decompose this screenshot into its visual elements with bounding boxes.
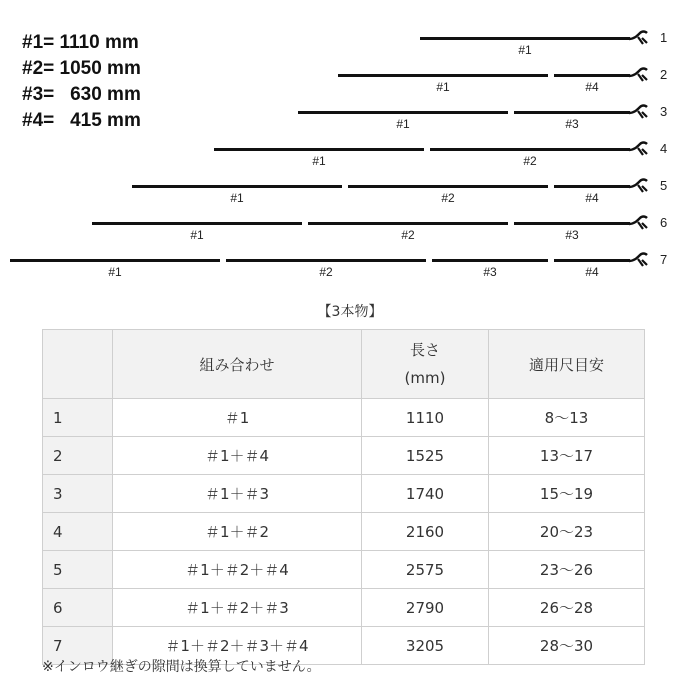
reel-tip-icon	[628, 178, 650, 194]
reel-tip-icon	[628, 67, 650, 83]
rod-number: 1	[660, 30, 668, 45]
row-combination: ＃1＋＃3	[113, 475, 362, 513]
rod-section-label: #1	[312, 154, 326, 168]
rod-row	[0, 30, 700, 60]
rod-section	[348, 185, 548, 188]
rod-section	[226, 259, 426, 262]
rod-number: 2	[660, 67, 668, 82]
table-row	[43, 399, 645, 437]
reel-tip-icon	[628, 215, 650, 231]
row-combination: ＃1＋＃2＋＃3＋＃4	[113, 627, 362, 665]
row-applicable-size: 15〜19	[489, 475, 645, 513]
rod-section	[514, 111, 630, 114]
row-applicable-size: 23〜26	[489, 551, 645, 589]
rod-row	[0, 252, 700, 282]
reel-tip-icon	[628, 141, 650, 157]
rod-section-label: #4	[585, 265, 599, 279]
header-combination: 組み合わせ	[113, 330, 362, 399]
footnote: ※インロウ継ぎの隙間は換算していません。	[42, 659, 321, 675]
row-length: 2160	[362, 513, 489, 551]
rod-section	[92, 222, 302, 225]
rod-section-label: #3	[565, 117, 579, 131]
row-num: 2	[43, 437, 113, 475]
rod-section	[308, 222, 508, 225]
header-length	[362, 330, 489, 399]
rod-section	[554, 74, 630, 77]
rod-section-label: #3	[483, 265, 497, 279]
rod-section	[430, 148, 630, 151]
header-num	[43, 330, 113, 399]
table-row	[43, 475, 645, 513]
row-length: 2575	[362, 551, 489, 589]
rod-row	[0, 215, 700, 245]
row-applicable-size: 20〜23	[489, 513, 645, 551]
row-num: 5	[43, 551, 113, 589]
combination-table	[42, 329, 645, 665]
table-header-row	[43, 330, 645, 399]
row-applicable-size: 13〜17	[489, 437, 645, 475]
rod-section	[338, 74, 548, 77]
rod-number: 5	[660, 178, 668, 193]
rod-row	[0, 178, 700, 208]
row-combination: ＃1	[113, 399, 362, 437]
rod-section-label: #2	[523, 154, 537, 168]
rod-row	[0, 141, 700, 171]
rod-number: 6	[660, 215, 668, 230]
rod-section	[10, 259, 220, 262]
rod-number: 3	[660, 104, 668, 119]
rod-section	[514, 222, 630, 225]
rod-section-label: #1	[518, 43, 532, 57]
legend-line: #4= 415 mm	[22, 110, 141, 131]
rod-section-label: #1	[436, 80, 450, 94]
table-row	[43, 589, 645, 627]
row-length: 1525	[362, 437, 489, 475]
legend-line: #3= 630 mm	[22, 84, 141, 105]
row-combination: ＃1＋＃2＋＃3	[113, 589, 362, 627]
rod-number: 7	[660, 252, 668, 267]
rod-row	[0, 67, 700, 97]
header-applicable-size: 適用尺目安	[489, 330, 645, 399]
header-length-unit: (mm)	[404, 369, 446, 387]
rod-section-label: #1	[108, 265, 122, 279]
rod-section-label: #2	[441, 191, 455, 205]
table-row	[43, 513, 645, 551]
reel-tip-icon	[628, 104, 650, 120]
row-length: 2790	[362, 589, 489, 627]
rod-row	[0, 104, 700, 134]
rod-section	[432, 259, 548, 262]
table-row	[43, 437, 645, 475]
row-length: 1740	[362, 475, 489, 513]
rod-section	[298, 111, 508, 114]
legend-line: #2= 1050 mm	[22, 58, 141, 79]
row-combination: ＃1＋＃2＋＃4	[113, 551, 362, 589]
header-length-label: 長さ	[409, 341, 440, 359]
table-caption: 【3本物】	[317, 304, 383, 320]
rod-section-label: #4	[585, 191, 599, 205]
row-num: 4	[43, 513, 113, 551]
rod-section-label: #2	[401, 228, 415, 242]
rod-section	[554, 185, 630, 188]
rod-section-label: #3	[565, 228, 579, 242]
rod-section	[132, 185, 342, 188]
row-num: 7	[43, 627, 113, 665]
row-num: 1	[43, 399, 113, 437]
row-applicable-size: 28〜30	[489, 627, 645, 665]
row-applicable-size: 26〜28	[489, 589, 645, 627]
reel-tip-icon	[628, 252, 650, 268]
row-combination: ＃1＋＃2	[113, 513, 362, 551]
rod-section	[554, 259, 630, 262]
rod-section	[420, 37, 630, 40]
rod-section	[214, 148, 424, 151]
table-row	[43, 551, 645, 589]
reel-tip-icon	[628, 30, 650, 46]
rod-number: 4	[660, 141, 668, 156]
row-num: 6	[43, 589, 113, 627]
rod-diagram	[0, 0, 700, 300]
row-applicable-size: 8〜13	[489, 399, 645, 437]
row-num: 3	[43, 475, 113, 513]
row-combination: ＃1＋＃4	[113, 437, 362, 475]
rod-section-label: #1	[190, 228, 204, 242]
rod-section-label: #1	[230, 191, 244, 205]
rod-section-label: #4	[585, 80, 599, 94]
rod-section-label: #1	[396, 117, 410, 131]
row-length: 3205	[362, 627, 489, 665]
row-length: 1110	[362, 399, 489, 437]
legend-line: #1= 1110 mm	[22, 32, 139, 53]
rod-section-label: #2	[319, 265, 333, 279]
